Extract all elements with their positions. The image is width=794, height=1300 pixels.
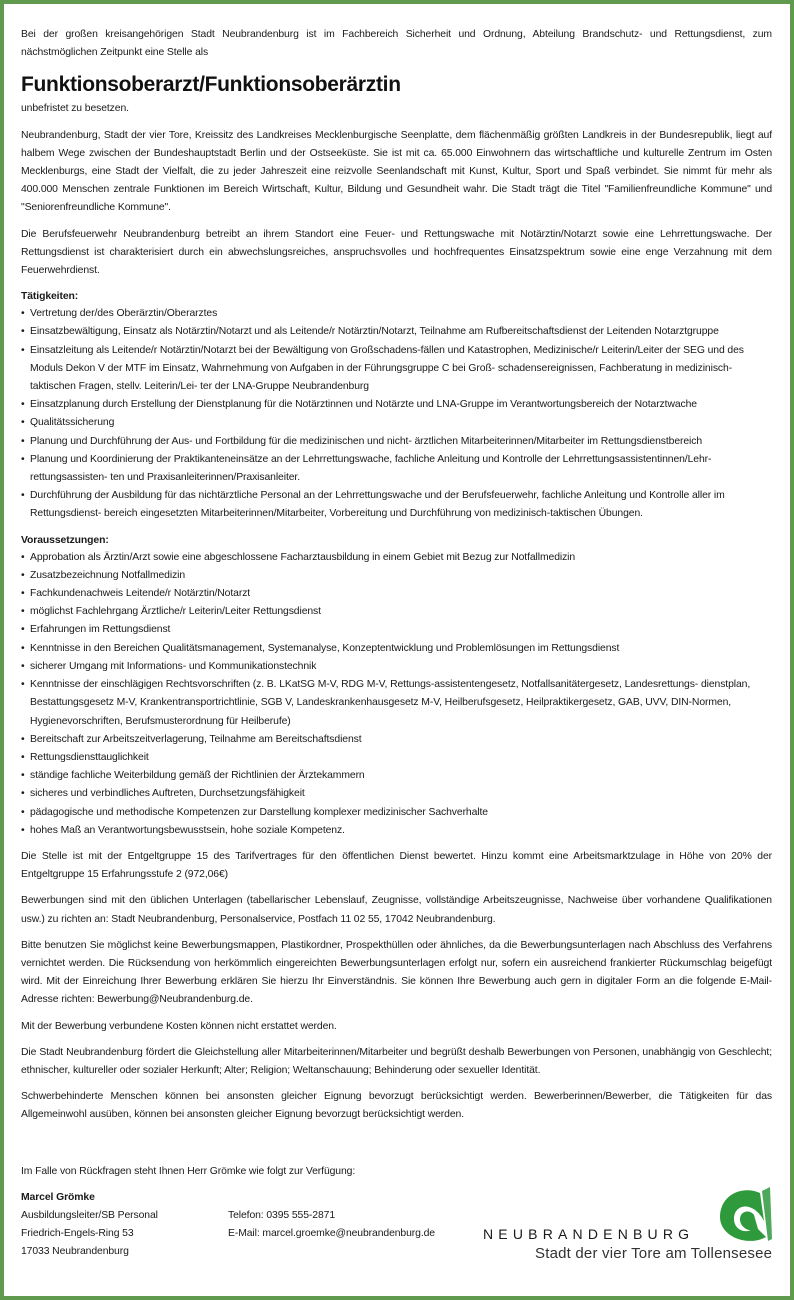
list-item: • Kenntnisse der einschlägigen Rechtsvorschriften (z. B. LKatSG M-V, RDG M-V, Rettungs-assistentengesetz, Notfallsanitätergesetz, Landesrettungs- dienstplan, Bestattungsgesetz M-V, Krankentransportrichtlinie, SGB V, Landeskrankenhausgesetz M-V, Heilberufsgesetz, Heilpraktikergesetz, GAB, UVV, DIN-Normen, Hygienevorschriften, Berufsmusterordnung für Heilberufe) xyxy=(21,676,772,731)
city-logo xyxy=(483,1181,783,1273)
list-item: • Zusatzbezeichnung Notfallmedizin xyxy=(21,567,772,585)
list-item: • Durchführung der Ausbildung für das nichtärztliche Personal an der Lehrrettungswache und der Berufsfeuerwehr, fachliche Anleitung und Kontrolle aller im Rettungsdienst- bereich eingesetzten Mitarbeiterinnen/Mitarbeiter, Vorbereitung und Durchführung von medizinisch-taktischen Übungen. xyxy=(21,487,772,523)
list-item: • Einsatzleitung als Leitende/r Notärztin/Notarzt bei der Bewältigung von Großschadens-fällen und Katastrophen, Medizinische/r Leiterin/Leiter der SEG und des Moduls Dekon V der MTF im Einsatz, Wahrnehmung von Aufgaben in der Führungsgruppe C bei Groß- schadensereignissen, Fachberatung in medizinisch-taktischen Fragen, stellv. Leiterin/Lei- ter der LNA-Gruppe Neubrandenburg xyxy=(21,342,772,397)
logo-tagline: Stadt der vier Tore am Tollensesee xyxy=(535,1244,773,1262)
contact-block xyxy=(21,1189,772,1299)
list-item: • Einsatzbewältigung, Einsatz als Notärztin/Notarzt und als Leitende/r Notärztin/Notarzt, Teilnahme am Rufbereitschaftsdienst der Leitenden Notarztgruppe xyxy=(21,323,772,341)
tasks-heading: Tätigkeiten: xyxy=(21,291,79,303)
logo-wordmark: NEUBRANDENBURG xyxy=(483,1225,695,1242)
city-emblem-icon xyxy=(712,1181,774,1243)
list-item: • Rettungsdiensttauglichkeit xyxy=(21,749,772,767)
list-item: • Planung und Koordinierung der Praktikanteneinsätze an der Lehrrettungswache, fachliche Anleitung und Kontrolle der Lehrrettungsassistentinnen/Lehr- rettungsassisten- ten und Praxisanleiterinnen/Praxisanleiter. xyxy=(21,451,772,487)
list-item: • Kenntnisse in den Bereichen Qualitätsmanagement, Systemanalyse, Konzeptentwicklung und Problemlösungen im Rettungsdienst xyxy=(21,640,772,658)
contact-phone: Telefon: 0395 555-2871 xyxy=(228,1209,335,1221)
list-item: • Planung und Durchführung der Aus- und Fortbildung für die medizinischen und nicht- ärztlichen Mitarbeiterinnen/Mitarbeiter im Rettungsdienstbereich xyxy=(21,433,772,451)
contact-intro: Im Falle von Rückfragen steht Ihnen Herr Grömke wie folgt zur Verfügung: xyxy=(21,1165,356,1177)
disability-text: Schwerbehinderte Menschen können bei ansonsten gleicher Eignung bevorzugt berücksichtigt werden. Bewerberinnen/Bewerber, die Tätigkeiten für das Allgemeinwohl ausüben, können bei ansonsten gleicher Eignung bevorzugt berücksichtigt werden. xyxy=(21,1091,772,1121)
list-item: • Erfahrungen im Rettungsdienst xyxy=(21,621,772,639)
costs-text: Mit der Bewerbung verbundene Kosten können nicht erstattet werden. xyxy=(21,1020,337,1032)
contact-city: 17033 Neubrandenburg xyxy=(21,1246,129,1258)
fire-department-description: Die Berufsfeuerwehr Neubrandenburg betreibt an ihrem Standort eine Feuer- und Rettungswache mit Notärztin/Notarzt sowie eine Lehrrettungswache. Der Rettungsdienst ist charakterisiert durch ein abwechslungsreiches, anspruchsvolles und hochfrequentes Einsatzspektrum sowie eine enge Verzahnung mit dem Feuerwehrdienst. xyxy=(21,228,772,277)
list-item: • Qualitätssicherung xyxy=(21,414,772,432)
list-item: • sicherer Umgang mit Informations- und Kommunikationstechnik xyxy=(21,658,772,676)
list-item: • sicheres und verbindliches Auftreten, Durchsetzungsfähigkeit xyxy=(21,785,772,803)
list-item: • ständige fachliche Weiterbildung gemäß der Richtlinien der Ärztekammern xyxy=(21,767,772,785)
list-item: • hohes Maß an Verantwortungsbewusstsein, hohe soziale Kompetenz. xyxy=(21,822,772,840)
list-item: • möglichst Fachlehrgang Ärztliche/r Leiterin/Leiter Rettungsdienst xyxy=(21,603,772,621)
salary-text: Die Stelle ist mit der Entgeltgruppe 15 des Tarifvertrages für den öffentlichen Dienst bewertet. Hinzu kommt eine Arbeitsmarktzulage in Höhe von 20% der Entgeltgruppe 15 Erfahrungsstufe 2 (972,06€) xyxy=(21,850,772,881)
requirements-list xyxy=(21,549,772,840)
list-item: • Approbation als Ärztin/Arzt sowie eine abgeschlossene Facharztausbildung in einem Gebiet mit Bezug zur Notfallmedizin xyxy=(21,549,772,567)
list-item: • Bereitschaft zur Arbeitszeitverlagerung, Teilnahme am Bereitschaftsdienst xyxy=(21,731,772,749)
contact-street: Friedrich-Engels-Ring 53 xyxy=(21,1228,134,1240)
contact-name: Marcel Grömke xyxy=(21,1191,95,1203)
contact-email[interactable]: E-Mail: marcel.groemke@neubrandenburg.de xyxy=(228,1227,435,1239)
list-item: • Vertretung der/des Oberärztin/Oberarztes xyxy=(21,305,772,323)
job-subtitle: unbefristet zu besetzen. xyxy=(21,103,129,115)
list-item: • Fachkundenachweis Leitende/r Notärztin/Notarzt xyxy=(21,585,772,603)
equality-text: Die Stadt Neubrandenburg fördert die Gleichstellung aller Mitarbeiterinnen/Mitarbeiter und begrüßt deshalb Bewerbungen von Personen, unabhängig von Geschlecht; ethnischer, kultureller oder sozialer Herkunft; Alter; Religion; Weltanschauung; Behinderung oder sexueller Identität. xyxy=(21,1046,772,1076)
job-posting-page xyxy=(4,4,790,1296)
requirements-heading: Voraussetzungen: xyxy=(21,534,109,546)
intro-text: Bei der großen kreisangehörigen Stadt Neubrandenburg ist im Fachbereich Sicherheit und Ordnung, Abteilung Brandschutz- und Rettungsdienst, zum nächstmöglichen Zeitpunkt eine Stelle als xyxy=(21,29,772,59)
contact-address xyxy=(21,1189,221,1262)
tasks-list xyxy=(21,305,772,523)
list-item: • pädagogische und methodische Kompetenzen zur Darstellung komplexer medizinischer Sachverhalte xyxy=(21,804,772,822)
application-address-text: Bewerbungen sind mit den üblichen Unterlagen (tabellarischer Lebenslauf, Zeugnisse, vollständige Arbeitszeugnisse, Nachweise über vorhandene Qualifikationen usw.) zu richten an: Stadt Neubrandenburg, Personalservice, Postfach 11 02 55, 17042 Neubrandenburg. xyxy=(21,895,772,925)
city-description: Neubrandenburg, Stadt der vier Tore, Kreissitz des Landkreises Mecklenburgische Seenplatte, dem flächenmäßig größten Landkreis in der Bundesrepublik, liegt auf halbem Wege zwischen der Bundeshauptstadt Berlin und der Ostseeküste. Sie ist mit ca. 65.000 Einwohnern das wirtschaftliche und kulturelle Zentrum im Osten Mecklenburgs, eine Stadt der Vielfalt, die zu jeder Jahreszeit eine reizvolle Seenlandschaft mit Kunst, Kultur, Sport und Spaß verbindet. Sie nimmt für mehr als 400.000 Menschen zentrale Funktionen im Bereich Wirtschaft, Kultur, Bildung und Gesundheit wahr. Die Stadt trägt die Titel "Familienfreundliche Kommune" und "Seniorenfreundliche Kommune". xyxy=(21,129,772,214)
contact-channels xyxy=(228,1207,435,1243)
application-folders-text: Bitte benutzen Sie möglichst keine Bewerbungsmappen, Plastikordner, Prospekthüllen oder ähnliches, da die Bewerbungsunterlagen nach Abschluss des Verfahrens vernichtet werden. Die Rücksendung von herkömmlich eingereichten Bewerbungsunterlagen erfolgt nur, sofern ein ausreichend frankierter Rückumschlag beigefügt wird. Mit der Einreichung Ihrer Bewerbung erklären Sie hierzu Ihr Einverständnis. Sie können Ihre Bewerbung auch gern in digitaler Form an die folgende E-Mail-Adresse richten: Bewerbung@Neubrandenburg.de. xyxy=(21,939,772,1006)
job-title: Funktionsoberarzt/Funktionsoberärztin xyxy=(21,73,401,97)
list-item: • Einsatzplanung durch Erstellung der Dienstplanung für die Notärztinnen und Notärzte und LNA-Gruppe im Verantwortungsbereich der Notarztwache xyxy=(21,396,772,414)
contact-role: Ausbildungsleiter/SB Personal xyxy=(21,1209,158,1221)
